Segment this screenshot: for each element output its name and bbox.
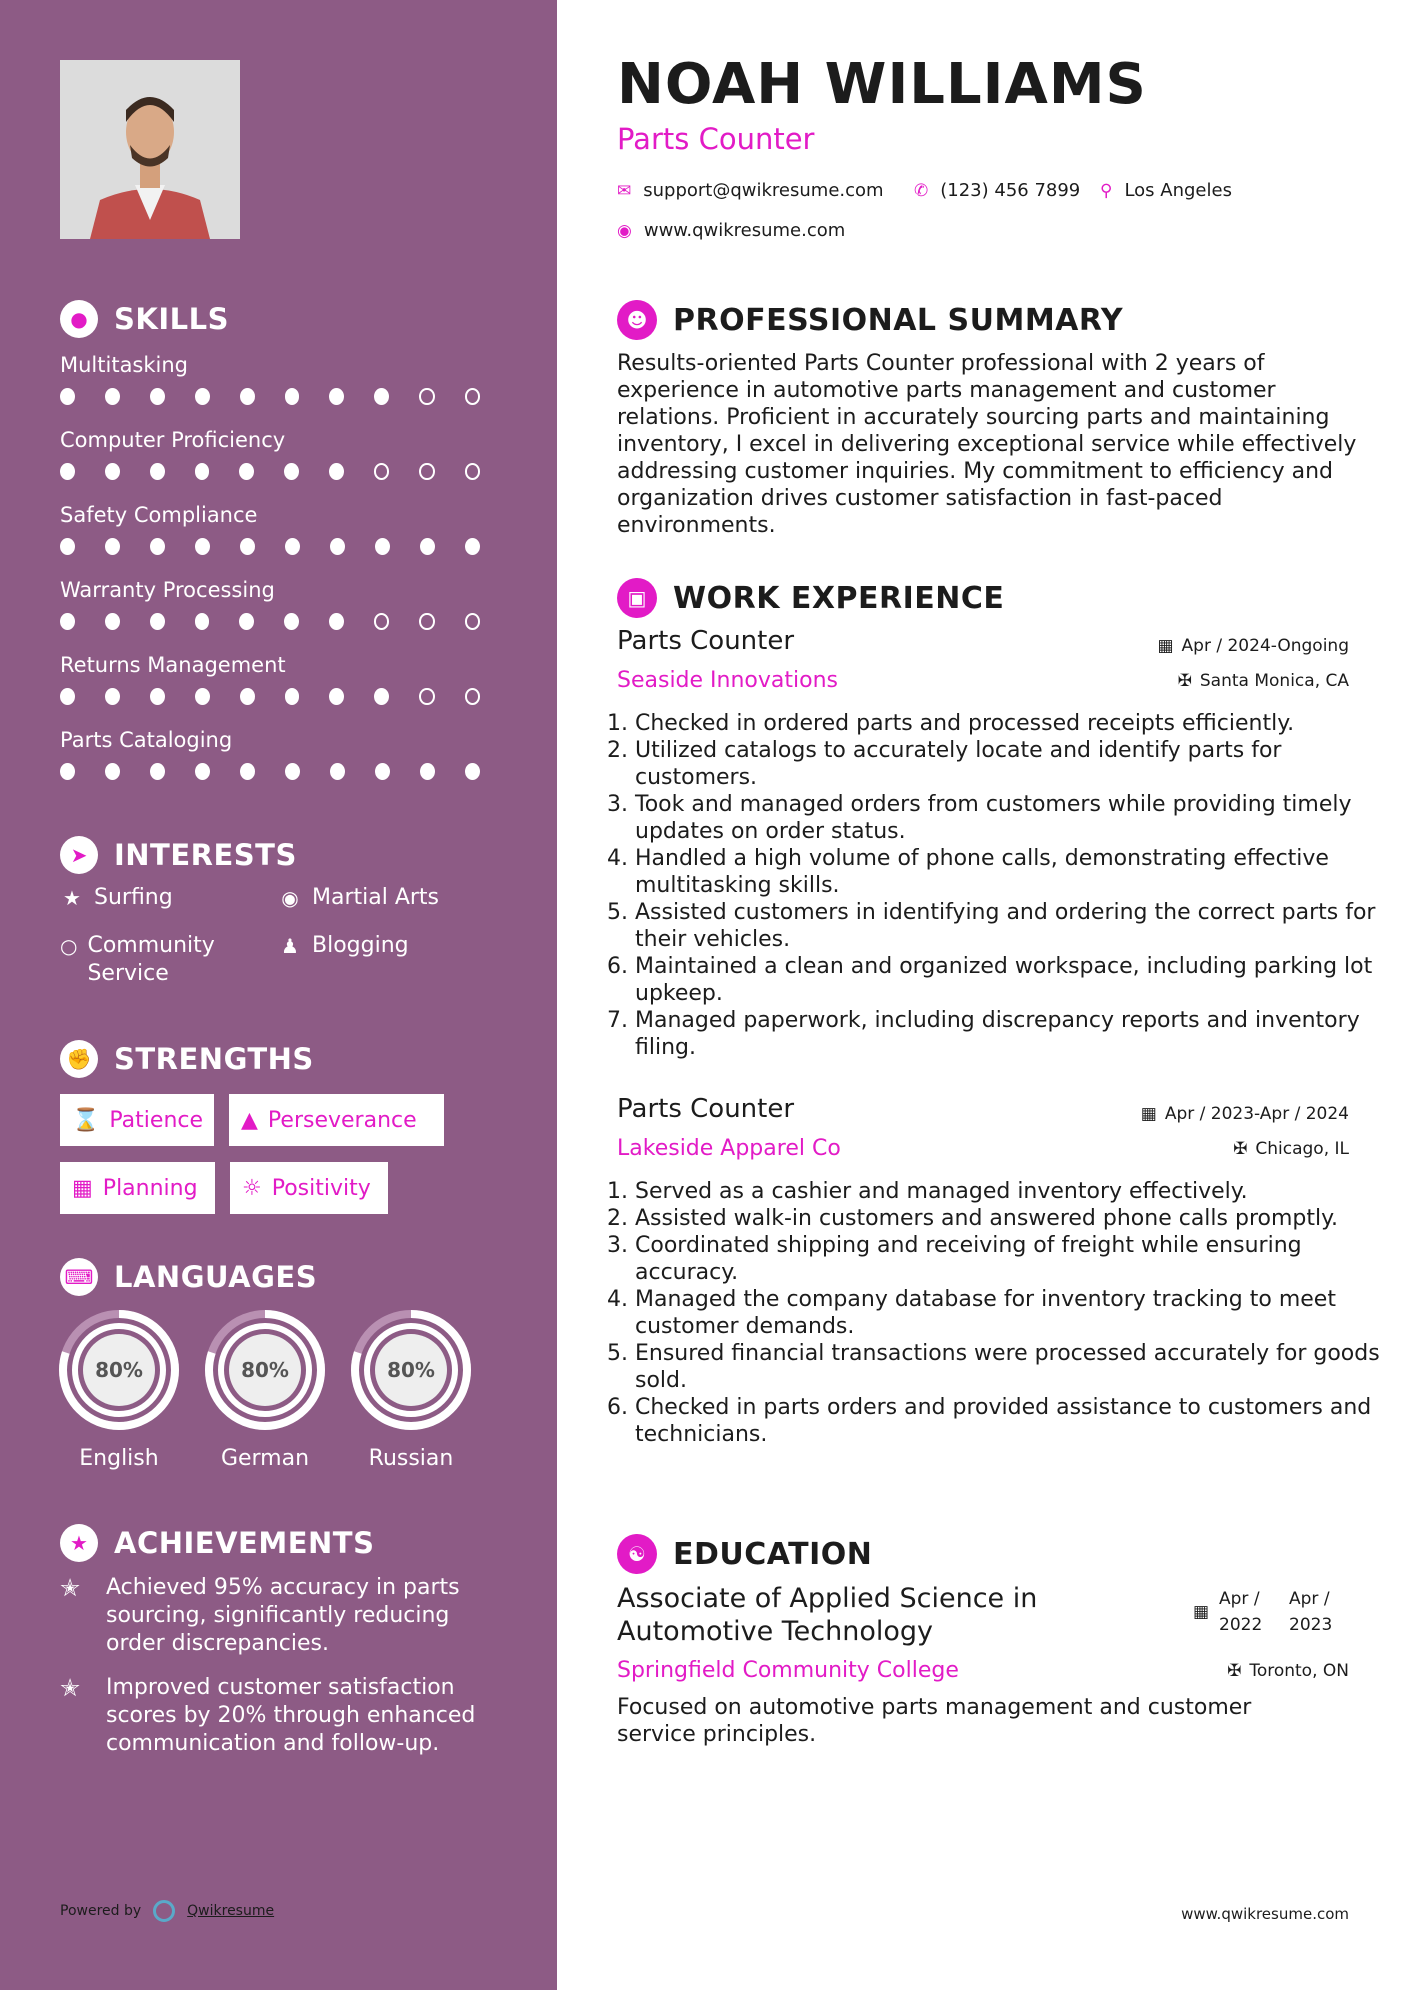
rating-dot bbox=[285, 538, 300, 555]
rating-dot bbox=[105, 688, 120, 705]
duty-item: 4. Managed the company database for inventory tracking to meet customer demands. bbox=[635, 1286, 1385, 1340]
sidebar bbox=[0, 0, 557, 1990]
rating-dot bbox=[374, 463, 389, 480]
award-icon: ★ bbox=[60, 1524, 98, 1562]
language-ring bbox=[349, 1308, 473, 1432]
rating-dot bbox=[60, 763, 75, 780]
skill-rating bbox=[60, 688, 510, 705]
skills-heading: ● SKILLS bbox=[60, 300, 229, 338]
skill-label: Returns Management bbox=[60, 653, 286, 677]
job-location: ✠ Santa Monica, CA bbox=[1177, 671, 1349, 691]
duty-item: 6. Checked in parts orders and provided assistance to customers and technicians. bbox=[635, 1394, 1385, 1448]
language-item bbox=[203, 1308, 327, 1471]
languages-heading: ⌨ LANGUAGES bbox=[60, 1258, 317, 1296]
rating-dot bbox=[284, 613, 299, 630]
rating-dot bbox=[60, 688, 75, 705]
main-content bbox=[557, 0, 1407, 1990]
duty-item: 1. Served as a cashier and managed inventory effectively. bbox=[635, 1178, 1385, 1205]
calendar-icon: ▦ bbox=[1192, 1602, 1209, 1622]
rating-dot bbox=[105, 538, 120, 555]
rating-dot bbox=[195, 763, 210, 780]
rating-dot bbox=[105, 388, 120, 405]
rating-dot bbox=[329, 688, 344, 705]
candidate-title: Parts Counter bbox=[617, 122, 815, 156]
chair-icon: ▣ bbox=[617, 578, 657, 618]
rating-dot bbox=[105, 763, 120, 780]
language-icon: ⌨ bbox=[60, 1258, 98, 1296]
pin-icon: ✠ bbox=[1227, 1661, 1242, 1681]
powered-by: Powered by Qwikresume bbox=[60, 1900, 274, 1922]
paper-plane-icon: ➤ bbox=[60, 836, 98, 874]
rating-dot bbox=[239, 613, 254, 630]
rating-dot bbox=[195, 688, 210, 705]
school-name: Springfield Community College bbox=[617, 1658, 959, 1683]
rating-dot bbox=[195, 613, 210, 630]
duty-item: 4. Handled a high volume of phone calls, demonstrating effective multitasking skills. bbox=[635, 845, 1385, 899]
job-title: Parts Counter bbox=[617, 1094, 795, 1124]
language-percent: 80% bbox=[387, 1358, 435, 1382]
rating-dot bbox=[375, 763, 390, 780]
duty-item: 5. Assisted customers in identifying and ordering the correct parts for their vehicles. bbox=[635, 899, 1385, 953]
rating-dot bbox=[240, 388, 255, 405]
duty-item: 2. Utilized catalogs to accurately locate and identify parts for customers. bbox=[635, 737, 1385, 791]
job-dates: ▦ Apr / 2023-Apr / 2024 bbox=[1140, 1104, 1349, 1124]
envelope-icon: ✉ bbox=[617, 180, 632, 201]
rating-dot bbox=[240, 688, 255, 705]
job-location: ✠ Chicago, IL bbox=[1233, 1139, 1349, 1159]
job-duties bbox=[617, 710, 1385, 1061]
rating-dot bbox=[195, 538, 210, 555]
rating-dot bbox=[150, 613, 165, 630]
rating-dot bbox=[374, 613, 389, 630]
experience-heading: ▣ WORK EXPERIENCE bbox=[617, 578, 1004, 618]
contact-website[interactable]: ◉ www.qwikresume.com bbox=[617, 220, 846, 241]
strength-tag: ⌛ Patience bbox=[60, 1094, 214, 1146]
degree-title: Associate of Applied Science in Automotive Technology bbox=[617, 1583, 1038, 1647]
brand-link[interactable]: Qwikresume bbox=[187, 1903, 275, 1919]
fist-icon: ✊ bbox=[60, 1040, 98, 1078]
rating-dot bbox=[419, 613, 434, 630]
graduate-icon: ☯ bbox=[617, 1534, 657, 1574]
interest-item: ◉ Martial Arts bbox=[278, 884, 439, 912]
language-label: Russian bbox=[368, 1446, 454, 1471]
skill-label: Multitasking bbox=[60, 353, 189, 377]
achievements-heading: ★ ACHIEVEMENTS bbox=[60, 1524, 374, 1562]
rating-dot bbox=[240, 538, 255, 555]
sun-icon: ☼ bbox=[242, 1175, 262, 1201]
calendar-icon: ▦ bbox=[72, 1175, 93, 1201]
skill-rating bbox=[60, 538, 510, 555]
rating-dot bbox=[60, 388, 75, 405]
skill-item bbox=[60, 350, 510, 405]
skill-item bbox=[60, 575, 510, 630]
hand-icon: ○ bbox=[60, 934, 78, 958]
skill-rating bbox=[60, 763, 510, 780]
calendar-icon: ▦ bbox=[1157, 636, 1174, 656]
skill-label: Warranty Processing bbox=[60, 578, 275, 602]
achievement-item: ✭ Achieved 95% accuracy in parts sourcing, significantly reducing order discrepancies. bbox=[60, 1574, 460, 1656]
education-description: Focused on automotive parts management and customer service principles. bbox=[617, 1695, 1252, 1747]
rating-dot bbox=[285, 388, 300, 405]
rating-dot bbox=[60, 463, 75, 480]
job-title: Parts Counter bbox=[617, 626, 795, 656]
rating-dot bbox=[419, 688, 434, 705]
duty-item: 2. Assisted walk-in customers and answered phone calls promptly. bbox=[635, 1205, 1385, 1232]
rating-dot bbox=[374, 388, 389, 405]
language-percent: 80% bbox=[95, 1358, 143, 1382]
language-label: English bbox=[79, 1446, 159, 1471]
achievement-item: ✭ Improved customer satisfaction scores by 20% through enhanced communication and follow-up. bbox=[60, 1674, 476, 1756]
skill-rating bbox=[60, 613, 510, 630]
language-ring bbox=[203, 1308, 327, 1432]
summary-text: Results-oriented Parts Counter professional with 2 years of experience in automotive parts management and customer relations. Proficient in accurately sourcing parts and maintaining inventory, I excel in delivering exceptional service while effectively addressing customer inquiries. My commitment to efficiency and organization drives customer satisfaction in fast-paced environments. bbox=[617, 351, 1357, 538]
interest-item: ★ Surfing bbox=[60, 884, 173, 912]
star-icon: ★ bbox=[63, 886, 81, 910]
duty-item: 1. Checked in ordered parts and processed receipts efficiently. bbox=[635, 710, 1385, 737]
footer-website[interactable]: www.qwikresume.com bbox=[1181, 1905, 1349, 1923]
globe-icon: ◉ bbox=[281, 886, 299, 910]
skill-item bbox=[60, 500, 510, 555]
rating-dot bbox=[329, 388, 344, 405]
calendar-icon: ▦ bbox=[1140, 1104, 1157, 1124]
interest-item: ♟ Blogging bbox=[278, 932, 409, 960]
company-name: Seaside Innovations bbox=[617, 668, 838, 693]
skill-rating bbox=[60, 463, 510, 480]
language-item bbox=[349, 1308, 473, 1471]
interest-item: ○ Community Service bbox=[60, 933, 215, 986]
pin-icon: ✠ bbox=[1233, 1139, 1248, 1159]
job-duties bbox=[617, 1178, 1385, 1448]
rating-dot bbox=[465, 388, 480, 405]
rating-dot bbox=[465, 613, 480, 630]
skill-rating bbox=[60, 388, 510, 405]
contact-phone: ✆ (123) 456 7899 bbox=[914, 180, 1081, 201]
language-percent: 80% bbox=[241, 1358, 289, 1382]
duty-item: 7. Managed paperwork, including discrepancy reports and inventory filing. bbox=[635, 1007, 1385, 1061]
globe-icon: ◉ bbox=[617, 220, 632, 241]
map-pin-icon: ⚲ bbox=[1100, 180, 1113, 201]
skill-label: Computer Proficiency bbox=[60, 428, 286, 452]
user-icon: ☻ bbox=[617, 300, 657, 340]
star-icon: ✭ bbox=[60, 1574, 81, 1602]
rating-dot bbox=[329, 613, 344, 630]
education-heading: ☯ EDUCATION bbox=[617, 1534, 872, 1574]
rating-dot bbox=[465, 763, 480, 780]
rating-dot bbox=[284, 463, 299, 480]
rating-dot bbox=[285, 688, 300, 705]
users-icon: ♟ bbox=[281, 934, 299, 958]
lightbulb-icon: ● bbox=[60, 300, 98, 338]
rating-dot bbox=[420, 538, 435, 555]
rating-dot bbox=[150, 463, 165, 480]
pin-icon: ✠ bbox=[1177, 671, 1192, 691]
duty-item: 6. Maintained a clean and organized workspace, including parking lot upkeep. bbox=[635, 953, 1385, 1007]
skill-label: Parts Cataloging bbox=[60, 728, 233, 752]
rating-dot bbox=[374, 688, 389, 705]
rating-dot bbox=[105, 463, 120, 480]
rating-dot bbox=[420, 763, 435, 780]
qwikresume-logo-icon bbox=[153, 1900, 175, 1922]
rating-dot bbox=[330, 538, 345, 555]
star-icon: ✭ bbox=[60, 1674, 81, 1702]
rating-dot bbox=[240, 763, 255, 780]
duty-item: 3. Took and managed orders from customers while providing timely updates on order status. bbox=[635, 791, 1385, 845]
strength-tag: ▦ Planning bbox=[60, 1162, 215, 1214]
contact-location: ⚲ Los Angeles bbox=[1100, 180, 1232, 201]
language-item bbox=[57, 1308, 181, 1471]
skill-item bbox=[60, 650, 510, 705]
rating-dot bbox=[150, 688, 165, 705]
rating-dot bbox=[150, 538, 165, 555]
phone-icon: ✆ bbox=[914, 180, 929, 201]
strengths-heading: ✊ STRENGTHS bbox=[60, 1040, 314, 1078]
rating-dot bbox=[150, 388, 165, 405]
rating-dot bbox=[195, 388, 210, 405]
duty-item: 5. Ensured financial transactions were processed accurately for goods sold. bbox=[635, 1340, 1385, 1394]
skill-label: Safety Compliance bbox=[60, 503, 258, 527]
skill-item bbox=[60, 425, 510, 480]
road-icon: ▲ bbox=[241, 1107, 258, 1133]
rating-dot bbox=[465, 538, 480, 555]
rating-dot bbox=[60, 613, 75, 630]
rating-dot bbox=[195, 463, 210, 480]
rating-dot bbox=[285, 763, 300, 780]
rating-dot bbox=[239, 463, 254, 480]
candidate-name: NOAH WILLIAMS bbox=[617, 52, 1147, 117]
language-label: German bbox=[220, 1446, 310, 1471]
strength-tag: ☼ Positivity bbox=[230, 1162, 388, 1214]
hourglass-icon: ⌛ bbox=[72, 1107, 100, 1133]
education-location: ✠ Toronto, ON bbox=[1227, 1661, 1349, 1681]
education-dates: ▦ Apr / 2022 Apr / 2023 bbox=[1192, 1589, 1333, 1635]
rating-dot bbox=[60, 538, 75, 555]
rating-dot bbox=[419, 388, 434, 405]
rating-dot bbox=[465, 688, 480, 705]
company-name: Lakeside Apparel Co bbox=[617, 1136, 841, 1161]
rating-dot bbox=[419, 463, 434, 480]
language-ring bbox=[57, 1308, 181, 1432]
contact-email[interactable]: ✉ support@qwikresume.com bbox=[617, 180, 884, 201]
duty-item: 3. Coordinated shipping and receiving of freight while ensuring accuracy. bbox=[635, 1232, 1385, 1286]
strength-tag: ▲ Perseverance bbox=[229, 1094, 444, 1146]
rating-dot bbox=[105, 613, 120, 630]
job-dates: ▦ Apr / 2024-Ongoing bbox=[1157, 636, 1349, 656]
rating-dot bbox=[330, 763, 345, 780]
skill-item bbox=[60, 725, 510, 780]
profile-photo bbox=[60, 60, 240, 239]
rating-dot bbox=[375, 538, 390, 555]
rating-dot bbox=[329, 463, 344, 480]
rating-dot bbox=[465, 463, 480, 480]
interests-heading: ➤ INTERESTS bbox=[60, 836, 297, 874]
rating-dot bbox=[150, 763, 165, 780]
summary-heading: ☻ PROFESSIONAL SUMMARY bbox=[617, 300, 1123, 340]
